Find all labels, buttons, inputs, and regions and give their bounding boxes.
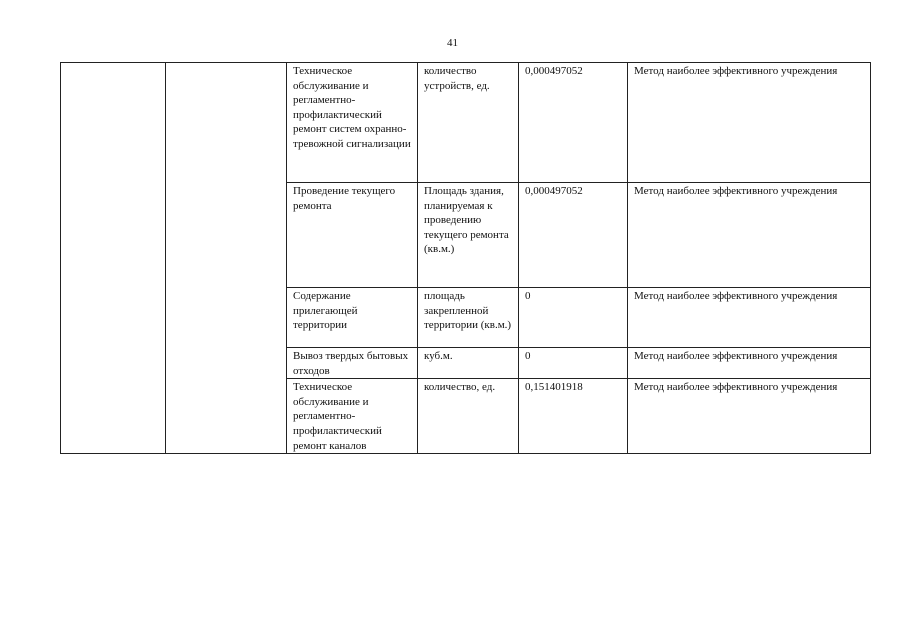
unit-cell: куб.м.	[418, 348, 519, 379]
method-cell: Метод наиболее эффективного учреждения	[628, 348, 871, 379]
method-cell: Метод наиболее эффективного учреждения	[628, 379, 871, 454]
service-cell: Техническое обслуживание и регламентно-профилактический ремонт систем охранно-тревожной сигнализации	[287, 63, 418, 183]
unit-cell: Площадь здания, планируемая к проведению текущего ремонта (кв.м.)	[418, 183, 519, 288]
value-cell: 0,000497052	[519, 63, 628, 183]
merged-empty-cell	[166, 63, 287, 454]
services-table	[60, 62, 871, 454]
value-cell: 0,000497052	[519, 183, 628, 288]
merged-empty-cell	[61, 63, 166, 454]
method-cell: Метод наиболее эффективного учреждения	[628, 288, 871, 348]
value-cell: 0	[519, 288, 628, 348]
method-cell: Метод наиболее эффективного учреждения	[628, 63, 871, 183]
service-cell: Проведение текущего ремонта	[287, 183, 418, 288]
table-row	[61, 63, 871, 183]
service-cell: Вывоз твердых бытовых отходов	[287, 348, 418, 379]
value-cell: 0,151401918	[519, 379, 628, 454]
page-number: 41	[447, 37, 458, 49]
unit-cell: площадь закрепленной территории (кв.м.)	[418, 288, 519, 348]
service-cell: Техническое обслуживание и регламентно-профилактический ремонт каналов	[287, 379, 418, 454]
unit-cell: количество, ед.	[418, 379, 519, 454]
method-cell: Метод наиболее эффективного учреждения	[628, 183, 871, 288]
value-cell: 0	[519, 348, 628, 379]
unit-cell: количество устройств, ед.	[418, 63, 519, 183]
service-cell: Содержание прилегающей территории	[287, 288, 418, 348]
